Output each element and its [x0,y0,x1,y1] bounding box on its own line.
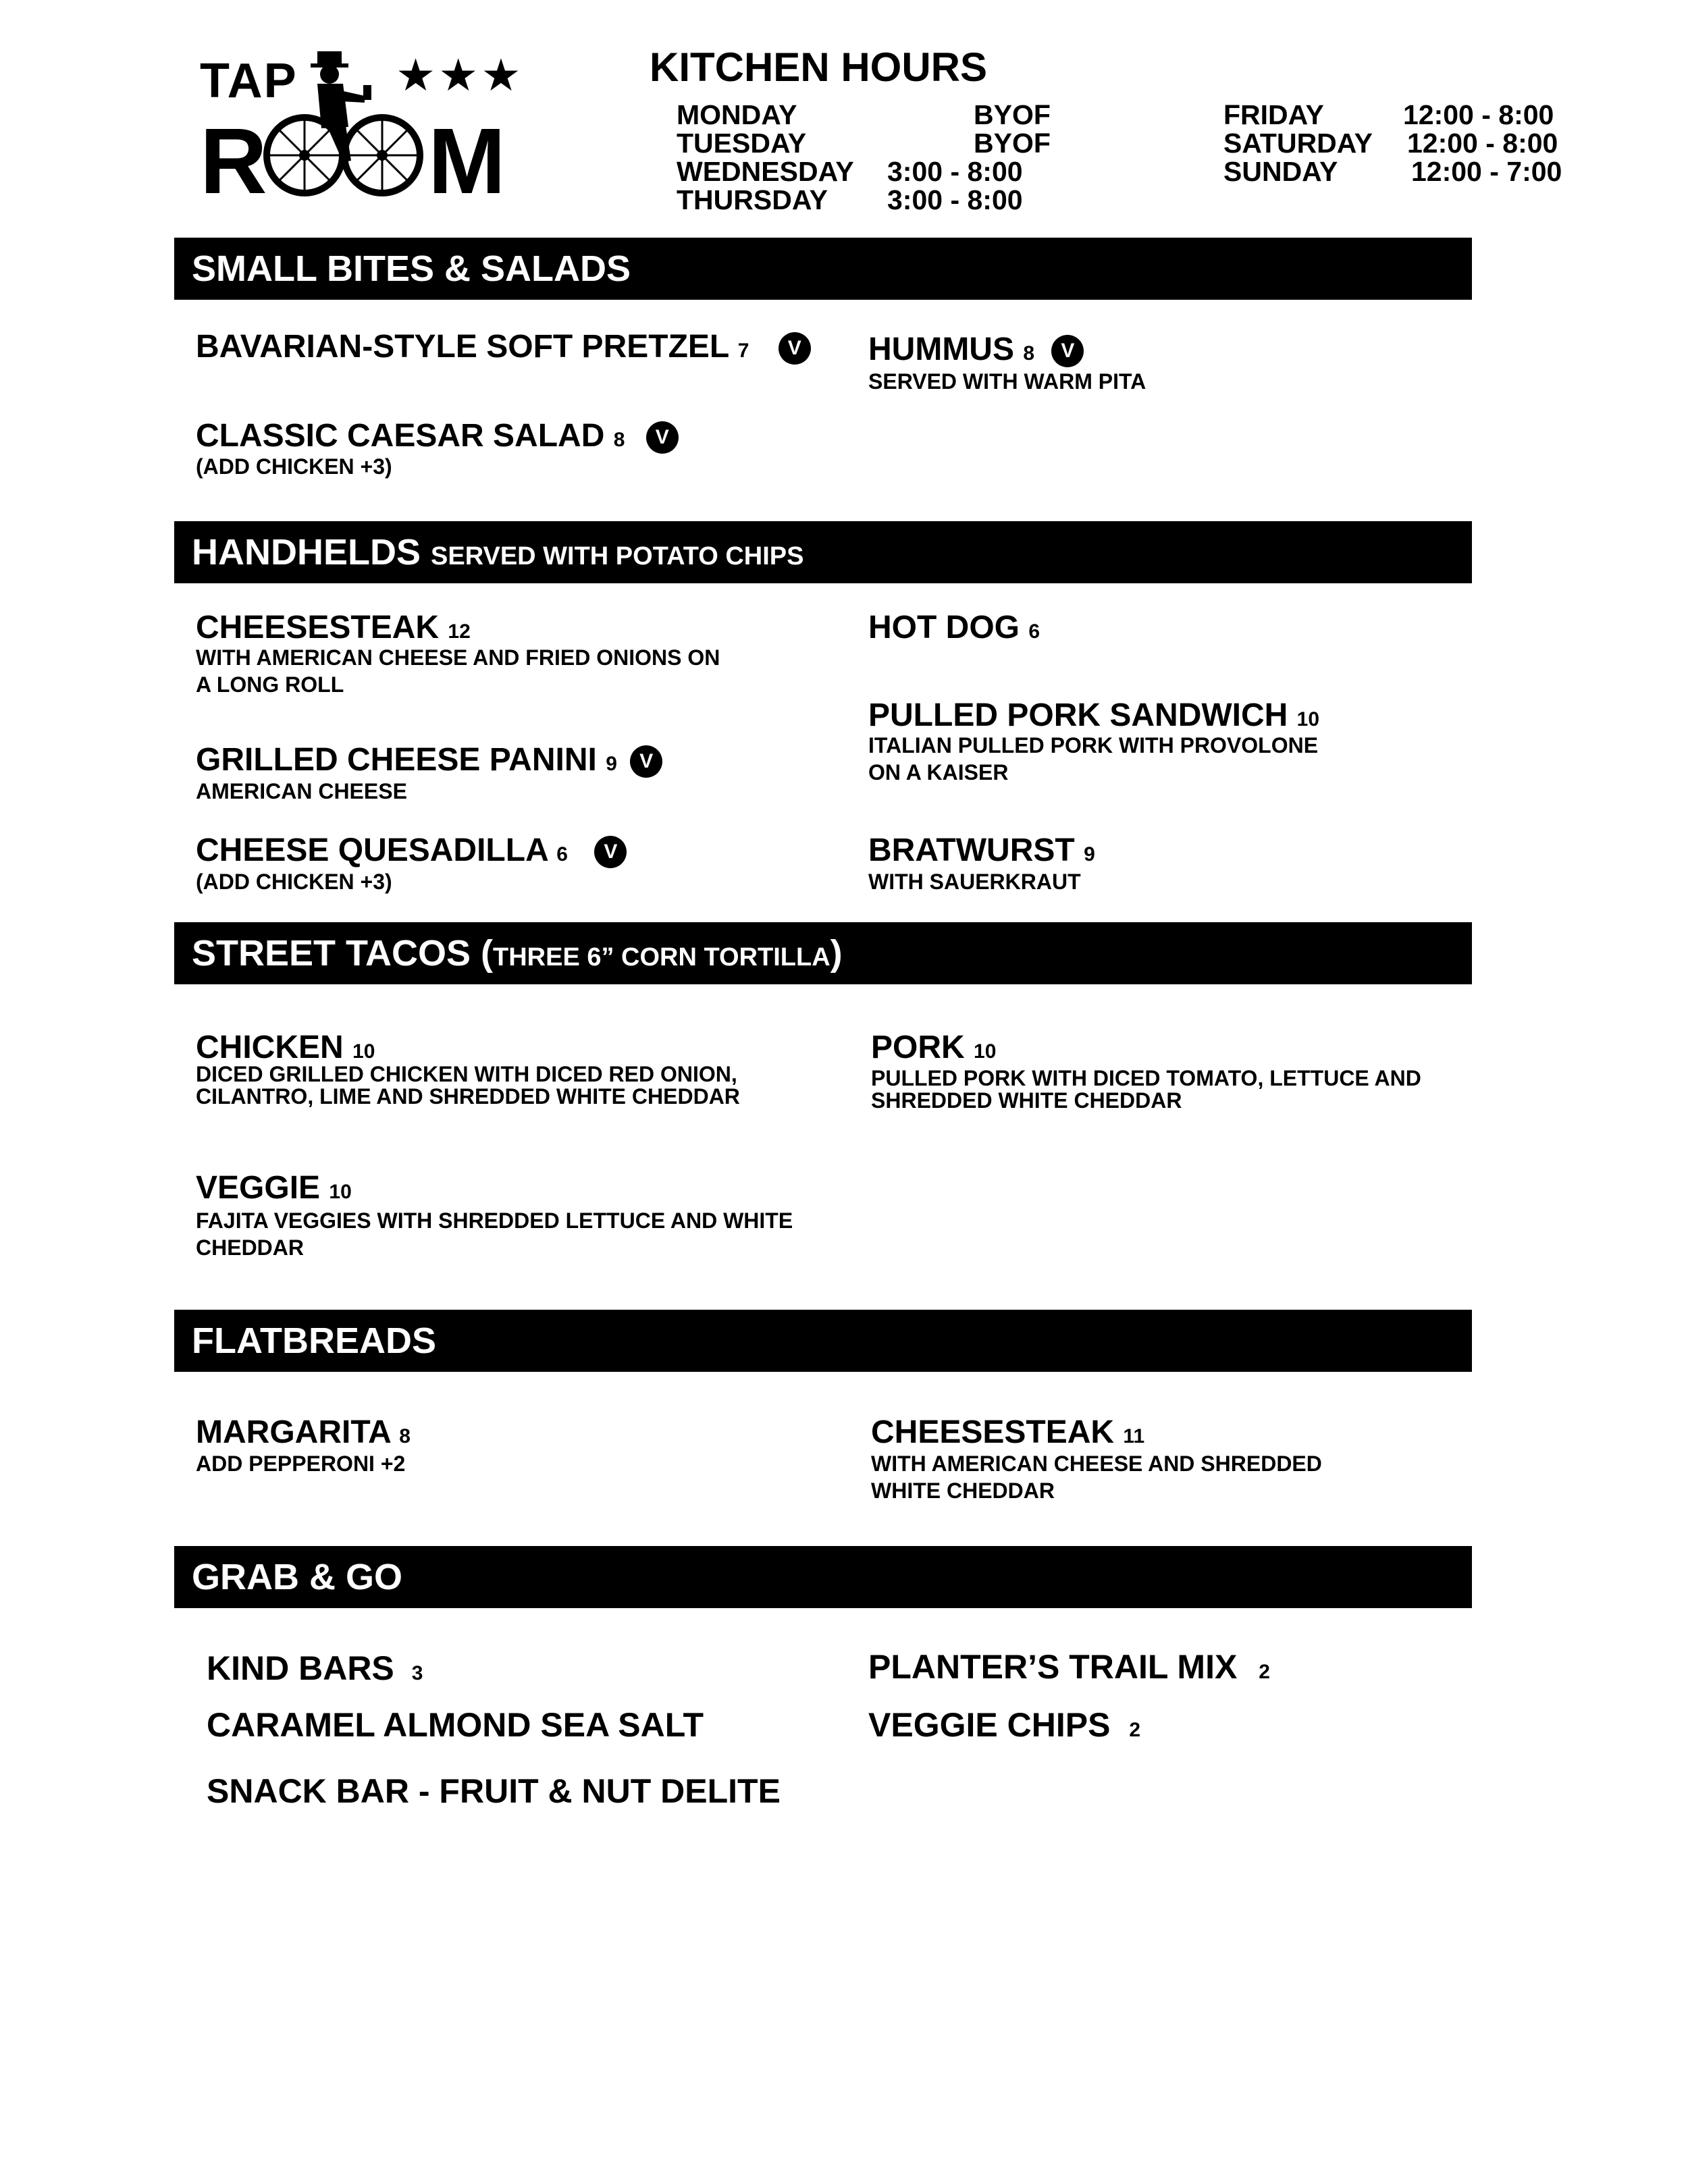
menu-item-taco-chicken [196,1032,375,1064]
item-price: 8 [1023,342,1035,365]
hours-day: SUNDAY [1223,156,1338,187]
item-name: CHEESESTEAK [196,610,440,645]
section-bar-street-tacos [174,922,1472,984]
menu-item-pulled-pork [868,699,1319,732]
menu-item-grilled-cheese [196,744,662,778]
item-name: VEGGIE CHIPS [868,1706,1111,1744]
item-desc-line: PULLED PORK WITH DICED TOMATO, LETTUCE AND [871,1066,1421,1090]
item-desc-line: WITH AMERICAN CHEESE AND FRIED ONIONS ON [196,645,720,670]
section-subtitle-close: ) [830,933,843,974]
item-desc-line: WITH SAUERKRAUT [868,870,1081,894]
section-bar-flatbreads [174,1310,1472,1372]
vegetarian-badge-icon: V [779,332,811,365]
item-name: MARGARITA [196,1414,390,1450]
menu-item-bratwurst [868,834,1095,867]
section-title: HANDHELDS [192,532,421,572]
item-price: 7 [737,340,749,362]
menu-item-veggie-chips [868,1708,1140,1742]
item-price: 9 [1084,843,1095,865]
section-bar-small-bites [174,238,1472,300]
vegetarian-badge-icon: V [1051,335,1084,367]
item-desc-line: SHREDDED WHITE CHEDDAR [871,1088,1182,1113]
item-desc-line: ON A KAISER [868,760,1009,784]
item-desc-line: DICED GRILLED CHICKEN WITH DICED RED ONION, [196,1062,737,1086]
item-price: 12 [448,620,471,643]
menu-item-hot-dog [868,612,1040,644]
hours-day: FRIDAY [1223,99,1324,130]
hours-day: THURSDAY [677,184,828,215]
menu-item-margarita [196,1416,411,1449]
hours-time: BYOF [974,128,1051,159]
item-price: 3 [411,1662,423,1684]
menu-item-flatbread-cheesesteak [871,1416,1144,1449]
menu-item-caesar [196,420,679,454]
item-desc-line: ADD PEPPERONI +2 [196,1451,406,1476]
item-desc: SERVED WITH WARM PITA [868,369,1146,394]
item-desc-line: (ADD CHICKEN +3) [196,870,392,894]
item-name: GRILLED CHEESE PANINI [196,742,597,778]
logo-room-art [200,111,517,197]
item-price: 11 [1123,1425,1145,1447]
svg-text:R: R [200,111,267,197]
item-desc-line: AMERICAN CHEESE [196,779,407,803]
item-price: 8 [613,429,625,451]
section-title: GRAB & GO [192,1557,403,1597]
menu-item-trail-mix [868,1650,1270,1684]
item-name: CARAMEL ALMOND SEA SALT [207,1706,704,1744]
item-name: VEGGIE [196,1170,321,1206]
vegetarian-badge-icon: V [630,745,662,778]
item-price: 10 [974,1040,997,1063]
item-desc-line: CILANTRO, LIME AND SHREDDED WHITE CHEDDAR [196,1084,740,1109]
kitchen-hours-title: KITCHEN HOURS [650,45,988,90]
item-desc-line: A LONG ROLL [196,672,344,697]
menu-item-taco-veggie [196,1172,352,1204]
hours-time: 12:00 - 8:00 [1403,99,1554,130]
item-price: 10 [1296,708,1320,730]
item-desc-line: WITH AMERICAN CHEESE AND SHREDDED [871,1451,1322,1476]
hours-time: 3:00 - 8:00 [887,184,1023,215]
menu-item-quesadilla [196,834,627,868]
item-name: CHICKEN [196,1030,344,1065]
menu-item-caramel-almond [207,1708,704,1742]
section-bar-grab-and-go [174,1546,1472,1608]
item-desc: (ADD CHICKEN +3) [196,454,392,479]
hours-time: 12:00 - 7:00 [1411,156,1562,187]
item-price: 6 [1028,620,1040,643]
section-title: SMALL BITES & SALADS [192,248,631,289]
hours-time: BYOF [974,99,1051,130]
svg-text:M: M [428,111,506,197]
item-price: 6 [556,843,568,865]
item-desc-line: FAJITA VEGGIES WITH SHREDDED LETTUCE AND WHITE [196,1208,793,1233]
item-name: HOT DOG [868,610,1020,645]
item-name: KIND BARS [207,1649,394,1687]
hours-time: 12:00 - 8:00 [1407,128,1558,159]
logo-word-tap: TAP [200,54,298,108]
menu-item-kind-bars [207,1651,423,1685]
item-name: HUMMUS [868,331,1014,367]
logo-stars: ★★★ [396,50,524,100]
section-subtitle: THREE 6” CORN TORTILLA [493,943,830,971]
item-name: PORK [871,1030,965,1065]
item-name: SNACK BAR - FRUIT & NUT DELITE [207,1772,781,1810]
item-price: 2 [1129,1719,1141,1741]
item-name: PLANTER’S TRAIL MIX [868,1648,1238,1686]
wheel-icon [344,117,420,193]
hours-time: 3:00 - 8:00 [887,156,1023,187]
section-title-group [192,922,843,984]
menu-item-cheesesteak [196,612,471,644]
item-name: BRATWURST [868,832,1075,868]
menu-item-snack-bar [207,1774,781,1808]
item-name: BAVARIAN-STYLE SOFT PRETZEL [196,329,729,365]
item-name: CHEESESTEAK [871,1414,1115,1450]
menu-item-pretzel [196,331,811,365]
item-desc-line: ITALIAN PULLED PORK WITH PROVOLONE [868,733,1319,757]
item-price: 10 [352,1040,375,1063]
item-name: PULLED PORK SANDWICH [868,697,1288,733]
item-desc-line: CHEDDAR [196,1235,304,1260]
section-title: STREET TACOS [192,933,471,974]
section-title-group [192,521,804,583]
hours-day: WEDNESDAY [677,156,854,187]
section-bar-handhelds [174,521,1472,583]
item-price: 2 [1259,1661,1270,1683]
section-title: FLATBREADS [192,1321,436,1361]
item-price: 8 [399,1425,411,1447]
vegetarian-badge-icon: V [594,836,627,868]
hours-day: SATURDAY [1223,128,1373,159]
menu-item-hummus [868,331,1084,367]
menu-item-taco-pork [871,1032,996,1064]
item-price: 10 [329,1181,352,1203]
vegetarian-badge-icon: V [646,421,679,454]
item-name: CLASSIC CAESAR SALAD [196,418,605,454]
hours-day: MONDAY [677,99,797,130]
wheel-icon [267,117,342,193]
item-name: CHEESE QUESADILLA [196,832,548,868]
item-price: 9 [606,753,617,775]
hours-day: TUESDAY [677,128,807,159]
section-subtitle: SERVED WITH POTATO CHIPS [431,542,804,570]
section-subtitle-open: ( [481,933,494,974]
item-desc-line: WHITE CHEDDAR [871,1479,1055,1503]
